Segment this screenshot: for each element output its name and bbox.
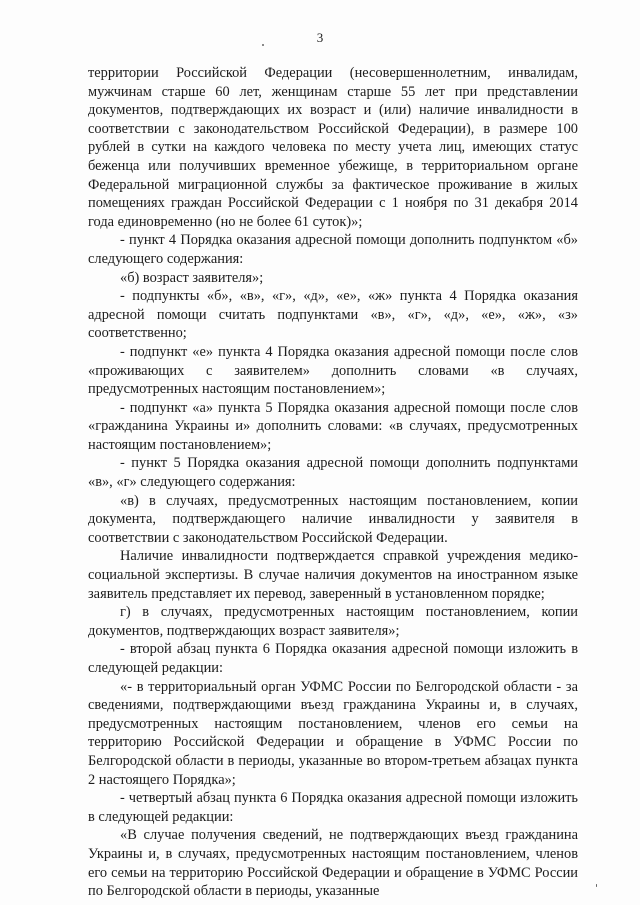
paragraph: - пункт 5 Порядка оказания адресной помощи дополнить подпунктами «в», «г» следующего содержания: <box>88 455 578 491</box>
paragraph: «б) возраст заявителя»; <box>120 269 264 286</box>
page-number: 3 <box>316 30 324 45</box>
paragraph: - подпункт «е» пункта 4 Порядка оказания адресной помощи после слов «проживающих с заявителем» дополнить словами «в случаях, предусмотренных настоящим постановлением»; <box>88 343 578 398</box>
paragraph: территории Российской Федерации (несовершеннолетним, инвалидам, мужчинам старше 60 лет, женщинам старше 55 лет при представлении документов, подтверждающих их возраст и (или) наличие инвалидности в соответствии с законодательством Российской Федерации), в размере 100 рублей в сутки на каждого человека по месту учета лиц, имеющих статус беженца или получивших временное убежище, в территориальном органе Федеральной миграционной службы за фактическое проживание в жилых помещениях граждан Российской Федерации с 1 ноября по 31 декабря 2014 года единовременно (но не более 61 суток)»; <box>88 65 578 230</box>
paragraph: Наличие инвалидности подтверждается справкой учреждения медико-социальной экспертизы. В случае наличия документов на иностранном языке заявитель представляет их перевод, заверенный в установленном порядке; <box>88 548 578 602</box>
paragraph: - подпункт «а» пункта 5 Порядка оказания адресной помощи после слов «гражданина Украины и» дополнить словами: «в случаях, предусмотренных настоящим постановлением»; <box>88 399 578 453</box>
paragraph: - второй абзац пункта 6 Порядка оказания адресной помощи изложить в следующей редакции: <box>88 641 578 676</box>
paragraph: - пункт 4 Порядка оказания адресной помощи дополнить подпунктом «б» следующего содержания: <box>88 232 578 267</box>
paragraph: «- в территориальный орган УФМС России по Белгородской области - за сведениями, подтверждающими въезд гражданина Украины и, в случаях, предусмотренных настоящим постановлением, членов его семьи на территорию Российской Федерации и обращение в УФМС России по Белгородской области в периоды, указанные во втором-третьем абзацах пункта 2 настоящего Порядка»; <box>88 678 578 788</box>
scan-speck <box>596 884 597 887</box>
paragraph: г) в случаях, предусмотренных настоящим постановлением, копии документов, подтверждающих возраст заявителя»; <box>88 604 578 639</box>
paragraph: «В случае получения сведений, не подтверждающих въезд гражданина Украины и, в случаях, предусмотренных настоящим постановлением, членов его семьи на территорию Российской Федерации и обращение в УФМС России по Белгородской области в периоды, указанные <box>88 827 578 900</box>
paragraph: - четвертый абзац пункта 6 Порядка оказания адресной помощи изложить в следующей редакции: <box>88 790 578 825</box>
document-body <box>88 64 578 901</box>
paragraph: - подпункты «б», «в», «г», «д», «е», «ж» пункта 4 Порядка оказания адресной помощи считать подпунктами «в», «г», «д», «е», «ж», «з» соответственно; <box>88 288 578 342</box>
paragraph: «в) в случаях, предусмотренных настоящим постановлением, копии документа, подтверждающего наличие инвалидности у заявителя в соответствии с законодательством Российской Федерации. <box>88 492 578 546</box>
